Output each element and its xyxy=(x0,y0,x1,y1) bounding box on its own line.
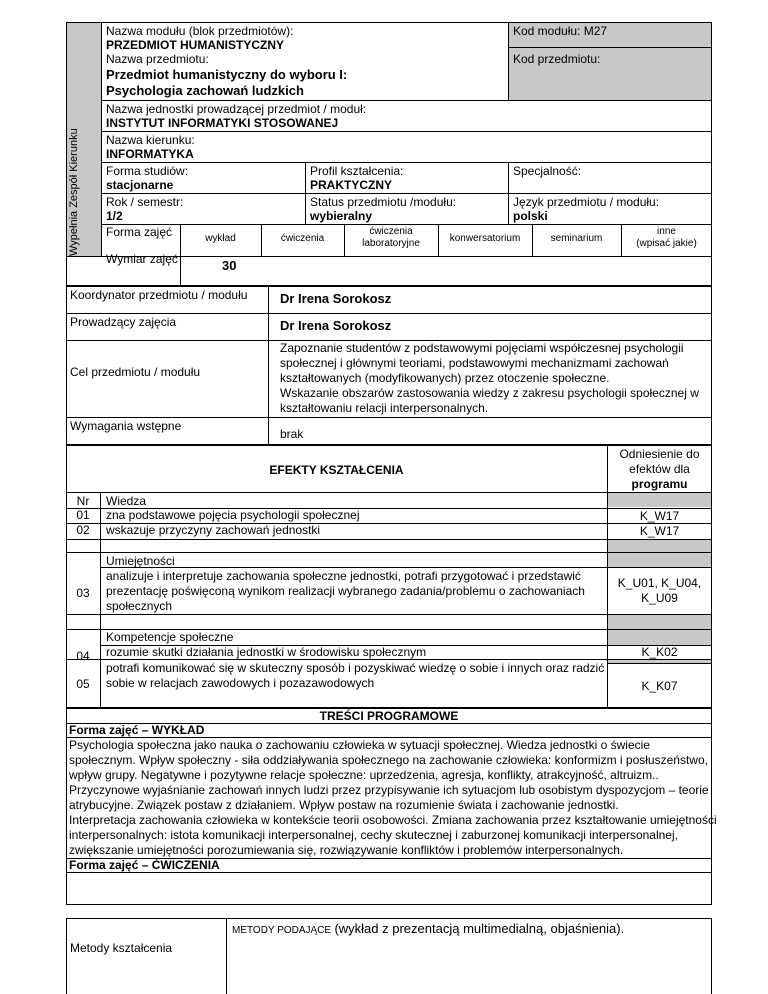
year-label: Rok / semestr: xyxy=(106,195,184,209)
nr-label: Nr xyxy=(76,494,90,508)
coordinator: Dr Irena Sorokosz xyxy=(280,291,392,306)
row02-nr: 02 xyxy=(76,523,90,537)
class-type-other-2: (wpisać jakie) xyxy=(636,238,697,249)
field-label: Nazwa kierunku: xyxy=(106,133,195,147)
class-type-lab-1: ćwiczenia xyxy=(369,226,413,237)
subject-code-label: Kod przedmiotu: xyxy=(513,52,601,66)
class-type-lab-2: laboratoryjne xyxy=(362,238,420,249)
lecture-line-7: interpersonalnych: istota komunikacji interpersonalnej, cechy skutecznej i zaburzonej komunikacji interpersonalnej, xyxy=(69,828,678,842)
specialty-label: Specjalność: xyxy=(513,164,582,178)
year: 1/2 xyxy=(106,209,123,223)
effects-ref-3: programu xyxy=(631,477,688,491)
field: INFORMATYKA xyxy=(106,147,194,161)
row04: rozumie skutki działania jednostki w środowisku społecznym xyxy=(106,645,427,659)
language-label: Język przedmiotu / modułu: xyxy=(513,195,660,209)
goal-line-1: Zapoznanie studentów z podstawowymi pojęciami współczesnej psychologii xyxy=(280,341,684,355)
methods-label: Metody kształcenia xyxy=(70,941,173,955)
lecture-line-2: społecznym. Wpływ społeczny - siła oddziaływania społecznego na zachowanie człowieka: konformizm i posłuszeństwo, xyxy=(69,753,708,767)
goal-line-5: kształtowaniu relacji interpersonalnych. xyxy=(280,401,489,415)
goal-line-2: społecznej i głównymi teoriami, podstawowymi mechanizmami zachowań xyxy=(280,356,669,370)
teacher: Dr Irena Sorokosz xyxy=(280,318,392,333)
profile-label: Profil kształcenia: xyxy=(310,164,404,178)
teacher-label: Prowadzący zajęcia xyxy=(70,315,177,329)
class-type-lecture: wykład xyxy=(205,233,236,244)
unit: INSTYTUT INFORMATYKI STOSOWANEJ xyxy=(106,116,339,130)
module-name: PRZEDMIOT HUMANISTYCZNY xyxy=(106,38,284,52)
coordinator-label: Koordynator przedmiotu / modułu xyxy=(70,288,248,302)
effects-title: EFEKTY KSZTAŁCENIA xyxy=(269,463,404,477)
goal-line-3: kształtowanych (modyfikowanych) przez otoczenie społeczne. xyxy=(280,371,610,385)
goal-label: Cel przedmiotu / modułu xyxy=(70,365,201,379)
lecture-head: Forma zajęć – WYKŁAD xyxy=(69,723,205,737)
goal-line-4: Wskazanie obszarów zastosowania wiedzy z zakresu psychologii społecznej w xyxy=(280,386,699,400)
profile: PRAKTYCZNY xyxy=(310,178,393,192)
language: polski xyxy=(513,209,548,223)
lecture-line-4: Przyczynowe wyjaśnianie zachowań innych ludzi przez przypisywanie ich sytuacjom lub osobistym dyspozycjom – teorie xyxy=(69,783,709,797)
row01: zna podstawowe pojęcia psychologii społecznej xyxy=(106,508,360,522)
study-form-label: Forma studiów: xyxy=(106,164,189,178)
requirements-label: Wymagania wstępne xyxy=(70,419,182,433)
row01-nr: 01 xyxy=(76,508,90,522)
row04-ref: K_K02 xyxy=(641,645,678,659)
subject-name-line-1: Przedmiot humanistyczny do wyboru I: xyxy=(106,67,348,82)
row03-ref-2: K_U09 xyxy=(641,591,678,605)
methods-description: (wykład z prezentacją multimedialną, objaśnienia). xyxy=(334,921,625,936)
lecture-line-1: Psychologia społeczna jako nauka o zachowaniu człowieka w sytuacji społecznej. Wiedza jednostki o świecie xyxy=(69,738,650,752)
hours-label: Wymiar zajęć xyxy=(106,252,178,266)
row03-ref-1: K_U01, K_U04, xyxy=(617,576,702,590)
row05-ref: K_K07 xyxy=(641,679,678,693)
study-form: stacjonarne xyxy=(106,178,174,192)
class-type-conversation: konwersatorium xyxy=(449,233,521,244)
hours-lecture: 30 xyxy=(222,258,237,273)
unit-label: Nazwa jednostki prowadzącej przedmiot / moduł: xyxy=(106,102,367,116)
methods-prefix: METODY PODAJĄCE xyxy=(232,925,332,936)
requirements: brak xyxy=(280,427,304,441)
row03-line-3: społecznych xyxy=(106,599,173,613)
class-type-other-1: inne xyxy=(657,226,676,237)
knowledge-head: Wiedza xyxy=(106,494,147,508)
row04-nr: 04 xyxy=(76,649,90,663)
exercises-head: Forma zajęć – ĆWICZENIA xyxy=(69,858,220,872)
lecture-line-5: atrybucyjne. Związek postaw z działaniem. Wpływ postaw na rozumienie świata i zachowanie jednostki. xyxy=(69,798,619,812)
lecture-line-8: zwiększanie umiejętności porozumiewania się, rozwiązywanie konfliktów i problemów interpersonalnych. xyxy=(69,843,624,857)
module-code: Kod modułu: M27 xyxy=(513,24,608,38)
methods-text xyxy=(232,922,624,936)
row02: wskazuje przyczyny zachowań jednostki xyxy=(106,523,321,537)
row01-ref: K_W17 xyxy=(639,509,680,523)
class-type-seminar: seminarium xyxy=(550,233,603,244)
row05-nr: 05 xyxy=(76,677,90,691)
row03-nr: 03 xyxy=(76,586,90,600)
row05-line-1: potrafi komunikować się w skuteczny sposób i pozyskiwać wiedzę o sobie i innych oraz radzić xyxy=(106,661,605,675)
subject-name-label: Nazwa przedmiotu: xyxy=(106,52,209,66)
skills-head: Umiejętności xyxy=(106,554,175,568)
status: wybieralny xyxy=(310,209,373,223)
effects-ref-2: efektów dla xyxy=(629,462,690,476)
status-label: Status przedmiotu /modułu: xyxy=(310,195,457,209)
module-name-label: Nazwa modułu (blok przedmiotów): xyxy=(106,24,294,38)
class-type-exercises: ćwiczenia xyxy=(280,233,325,244)
content-title: TREŚCI PROGRAMOWE xyxy=(319,709,459,723)
lecture-line-6: Interpretacja zachowania człowieka w kontekście teorii osobowości. Zmiana zachowania przez kształtowanie umiejętności xyxy=(69,813,717,827)
effects-ref-1: Odniesienie do xyxy=(619,447,700,461)
lecture-line-3: wpływ grupy. Negatywne i pozytywne relacje społeczne: uprzedzenia, agresja, konflikty, atrakcyjność, altruizm.. xyxy=(69,768,659,782)
vertical-label: Wypełnia Zespół Kierunku xyxy=(68,128,80,256)
row02-ref: K_W17 xyxy=(639,524,680,538)
row03-line-2: prezentację poświęconą wynikom realizacji wybranego zadania/problemu o zachowaniach xyxy=(106,584,585,598)
class-form-label: Forma zajęć xyxy=(106,225,173,239)
row03-line-1: analizuje i interpretuje zachowania społeczne jednostki, potrafi przygotować i przedstawić xyxy=(106,569,581,583)
social-head: Kompetencje społeczne xyxy=(106,630,234,644)
row05-line-2: sobie w relacjach zawodowych i pozazawodowych xyxy=(106,676,375,690)
subject-name-line-2: Psychologia zachowań ludzkich xyxy=(106,83,304,98)
